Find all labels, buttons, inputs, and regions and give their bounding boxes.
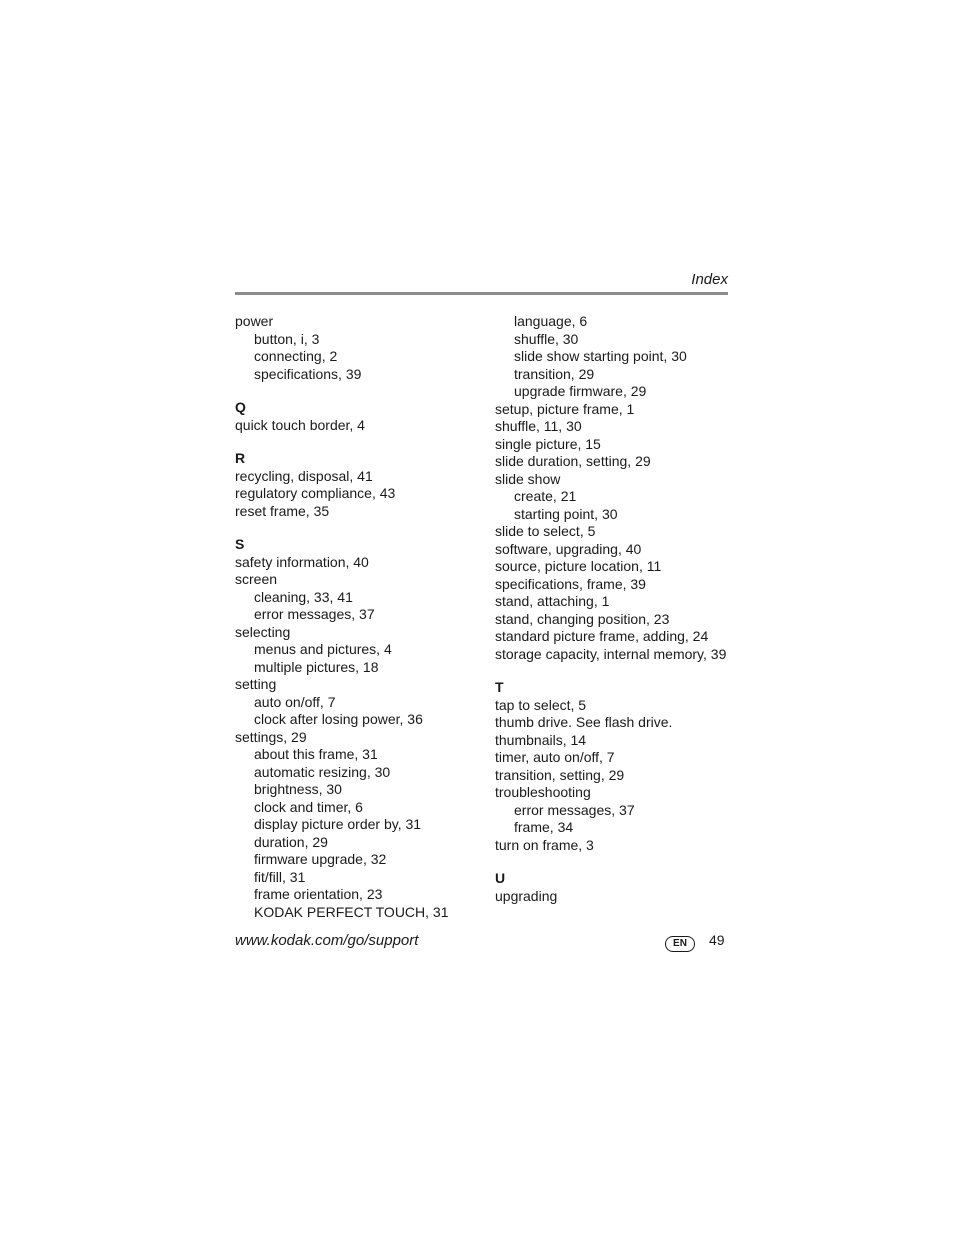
index-entry: selecting bbox=[235, 623, 291, 640]
index-subentry: firmware upgrade, 32 bbox=[254, 851, 387, 867]
index-entry: timer, auto on/off, 7 bbox=[495, 749, 615, 765]
index-letter-heading: S bbox=[235, 536, 245, 552]
index-subentry: brightness, 30 bbox=[254, 781, 342, 797]
index-subentry: shuffle, 30 bbox=[514, 330, 579, 347]
index-subentry: error messages, 37 bbox=[254, 606, 375, 622]
index-subentry: specifications, 39 bbox=[254, 365, 362, 382]
index-subentry: clock after losing power, 36 bbox=[254, 711, 423, 727]
language-badge: EN bbox=[665, 936, 695, 952]
index-subentry: automatic resizing, 30 bbox=[254, 763, 391, 780]
index-subentry: upgrade firmware, 29 bbox=[514, 383, 647, 399]
index-entry: slide to select, 5 bbox=[495, 523, 596, 539]
index-subentry: display picture order by, 31 bbox=[254, 816, 422, 832]
index-entry: standard picture frame, adding, 24 bbox=[495, 628, 709, 644]
index-entry: reset frame, 35 bbox=[235, 502, 330, 519]
index-entry: regulatory compliance, 43 bbox=[235, 485, 396, 501]
index-entry: specifications, frame, 39 bbox=[495, 575, 646, 592]
index-entry: turn on frame, 3 bbox=[495, 836, 594, 853]
index-entry: slide show bbox=[495, 470, 561, 487]
index-subentry: frame orientation, 23 bbox=[254, 886, 383, 902]
index-subentry: KODAK PERFECT TOUCH, 31 bbox=[254, 903, 449, 920]
index-entry: settings, 29 bbox=[235, 728, 307, 745]
index-subentry: clock and timer, 6 bbox=[254, 798, 363, 815]
page-number: 49 bbox=[709, 932, 725, 948]
header-rule bbox=[235, 292, 728, 295]
index-entry: stand, changing position, 23 bbox=[495, 610, 670, 627]
index-entry: safety information, 40 bbox=[235, 553, 369, 570]
index-subentry: multiple pictures, 18 bbox=[254, 658, 379, 675]
index-entry: source, picture location, 11 bbox=[495, 558, 662, 574]
index-entry: recycling, disposal, 41 bbox=[235, 467, 373, 484]
index-entry: power bbox=[235, 313, 274, 329]
index-entry: slide duration, setting, 29 bbox=[495, 453, 651, 469]
index-subentry: connecting, 2 bbox=[254, 348, 338, 364]
index-subentry: starting point, 30 bbox=[514, 505, 618, 522]
index-subentry: language, 6 bbox=[514, 313, 588, 329]
index-entry: transition, setting, 29 bbox=[495, 766, 625, 783]
index-subentry: frame, 34 bbox=[514, 819, 574, 835]
index-subentry: slide show starting point, 30 bbox=[514, 348, 687, 364]
index-entry: single picture, 15 bbox=[495, 435, 601, 452]
index-entry: screen bbox=[235, 571, 278, 587]
index-subentry: auto on/off, 7 bbox=[254, 693, 336, 710]
index-left-column bbox=[235, 313, 485, 921]
index-entry: setup, picture frame, 1 bbox=[495, 400, 635, 417]
index-subentry: fit/fill, 31 bbox=[254, 868, 306, 885]
index-entry: shuffle, 11, 30 bbox=[495, 418, 582, 434]
index-entry: tap to select, 5 bbox=[495, 696, 587, 713]
header-title: Index bbox=[691, 271, 728, 288]
index-entry: quick touch border, 4 bbox=[235, 416, 365, 433]
index-subentry: button, i, 3 bbox=[254, 330, 320, 347]
index-subentry: create, 21 bbox=[514, 488, 577, 504]
index-entry: stand, attaching, 1 bbox=[495, 593, 610, 609]
index-subentry: transition, 29 bbox=[514, 365, 595, 382]
index-right-column bbox=[495, 313, 735, 905]
index-entry: setting bbox=[235, 676, 277, 692]
index-subentry: about this frame, 31 bbox=[254, 746, 378, 762]
index-subentry: error messages, 37 bbox=[514, 801, 635, 818]
index-entry: troubleshooting bbox=[495, 784, 591, 800]
index-entry: thumb drive. See flash drive. bbox=[495, 714, 673, 730]
index-letter-heading: U bbox=[495, 870, 506, 886]
index-entry: upgrading bbox=[495, 887, 558, 904]
index-subentry: menus and pictures, 4 bbox=[254, 641, 392, 657]
index-letter-heading: T bbox=[495, 679, 504, 695]
footer-url[interactable]: www.kodak.com/go/support bbox=[235, 932, 419, 949]
index-subentry: duration, 29 bbox=[254, 833, 328, 850]
index-entry: thumbnails, 14 bbox=[495, 731, 587, 748]
index-letter-heading: Q bbox=[235, 399, 246, 415]
index-entry: storage capacity, internal memory, 39 bbox=[495, 645, 727, 662]
index-letter-heading: R bbox=[235, 450, 246, 466]
index-subentry: cleaning, 33, 41 bbox=[254, 588, 353, 605]
index-entry: software, upgrading, 40 bbox=[495, 540, 642, 557]
